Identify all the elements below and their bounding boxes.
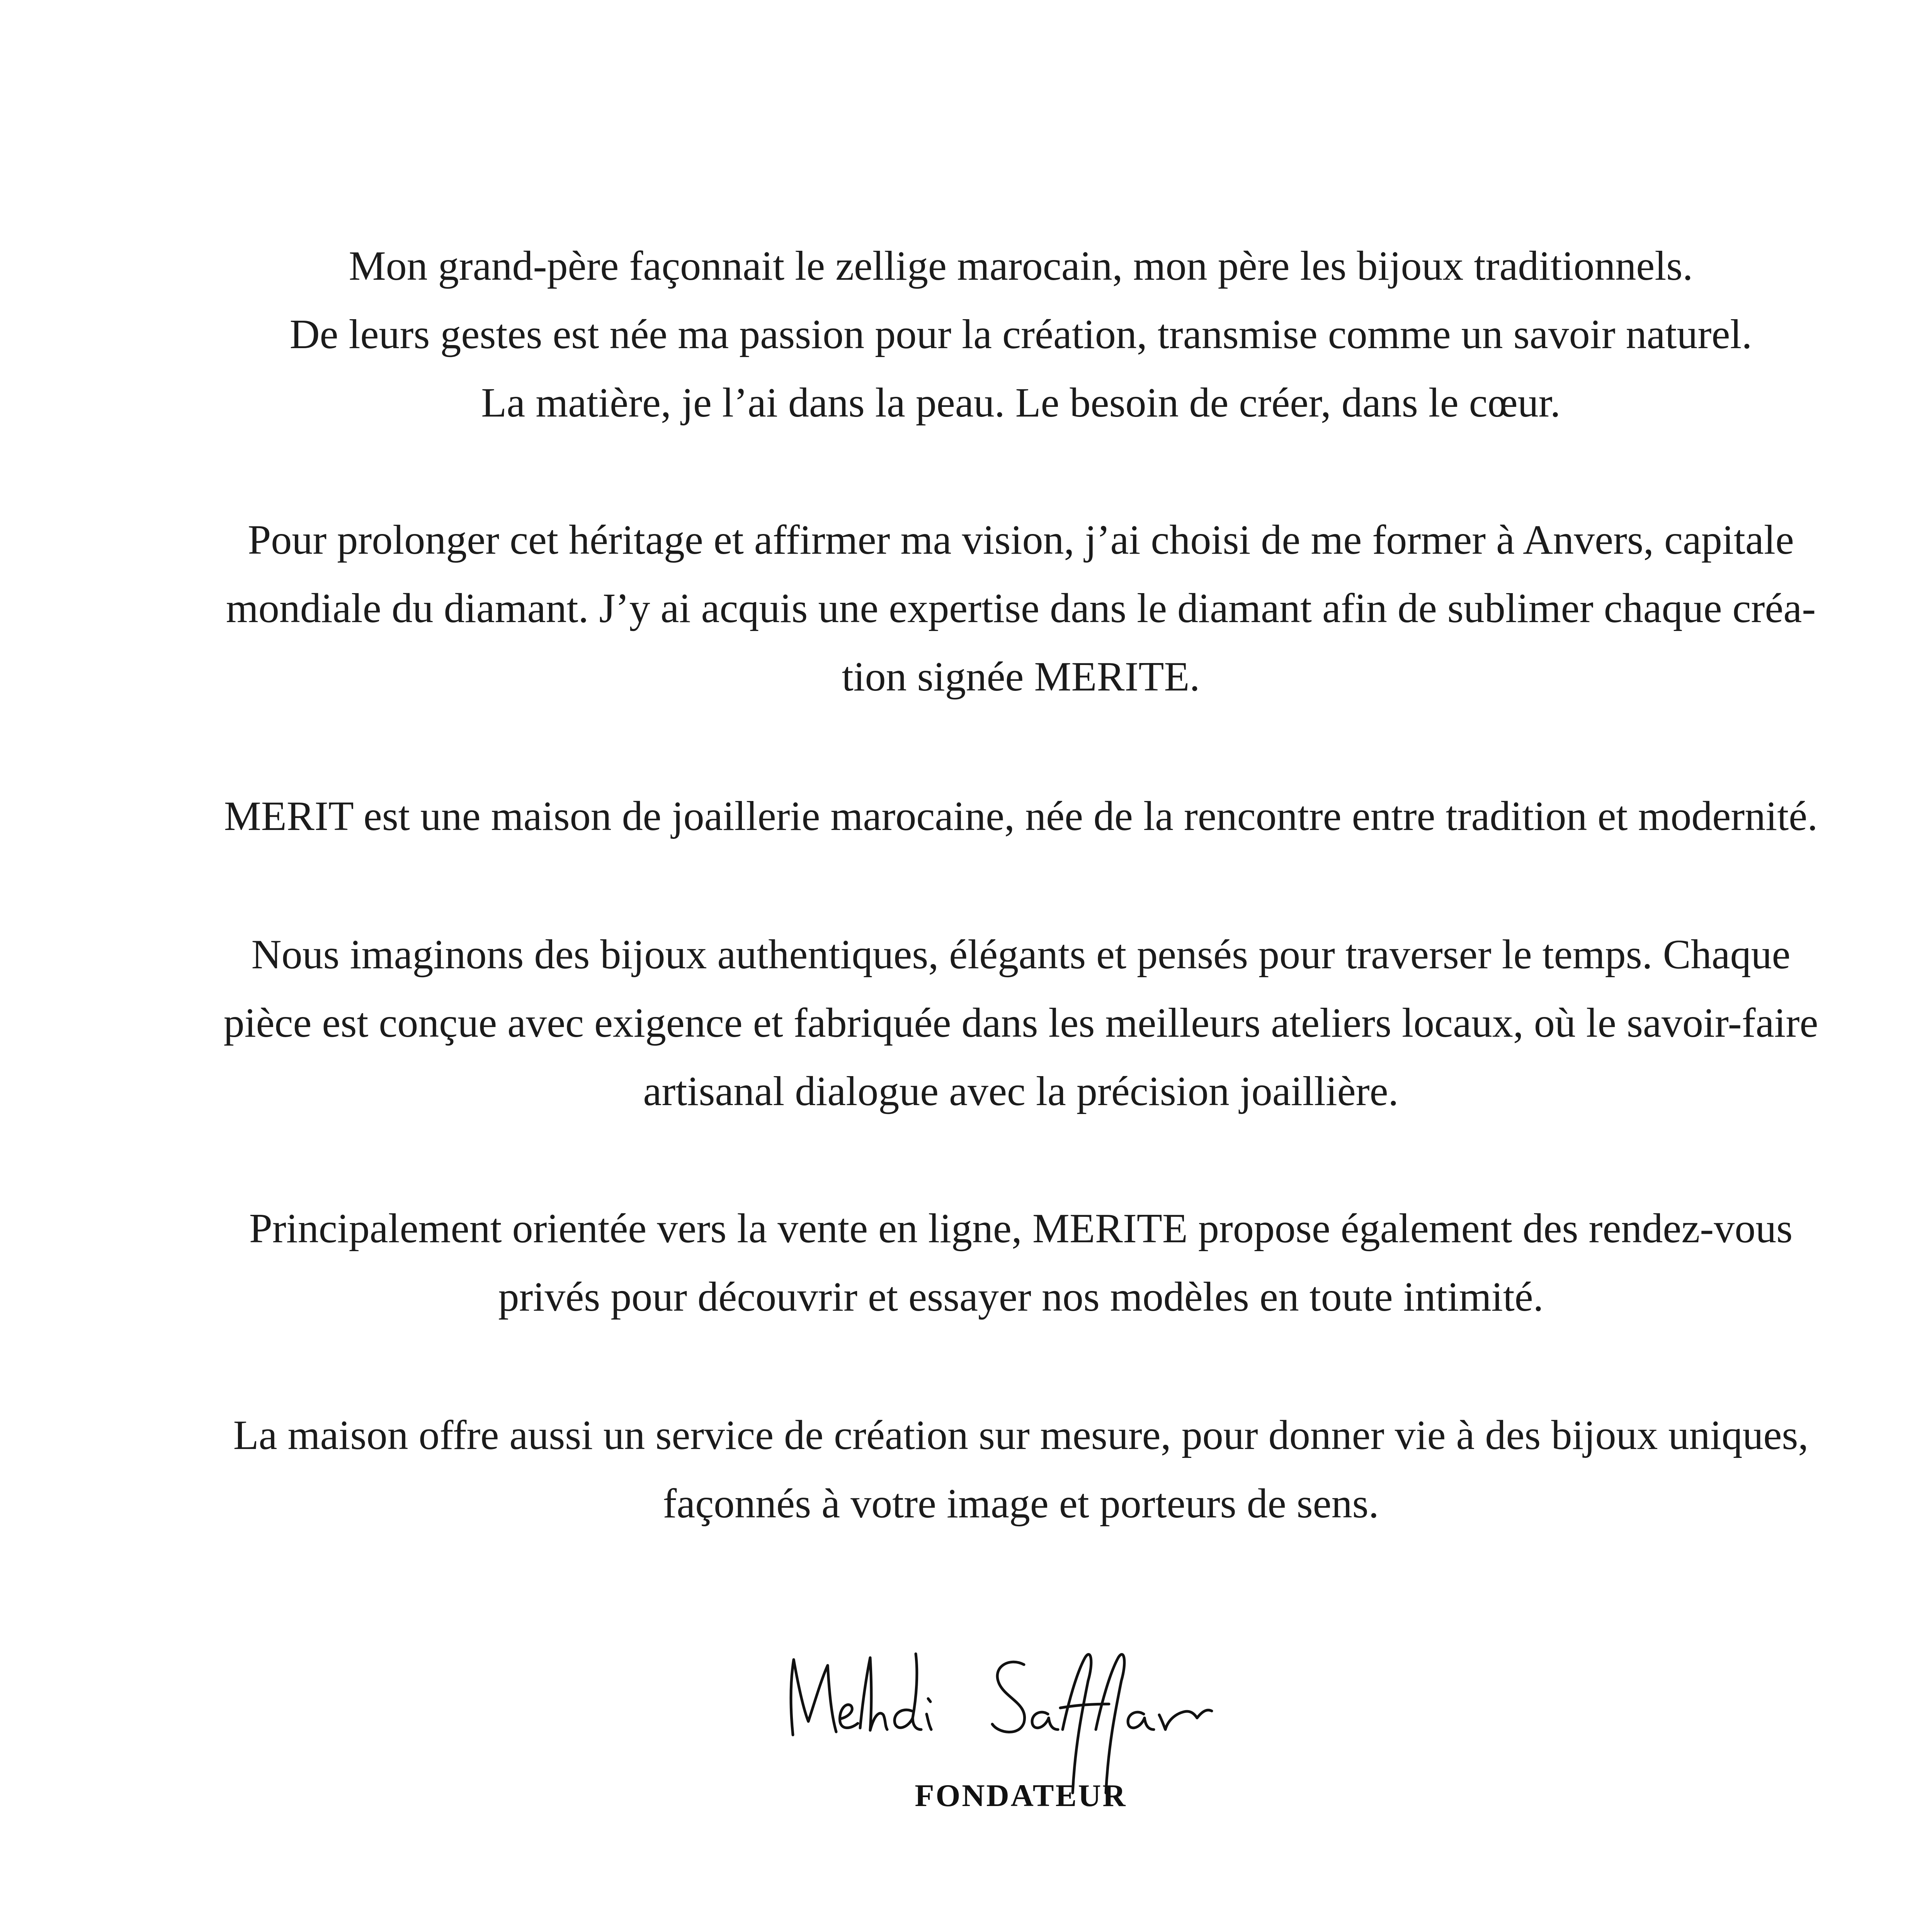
paragraph-online-sales	[116, 1194, 1926, 1331]
text-line: MERIT est une maison de joaillerie marocaine, née de la rencontre entre tradition et modernité.	[224, 793, 1818, 839]
text-line: pièce est conçue avec exigence et fabriquée dans les meilleurs ateliers locaux, où le savoir-faire	[223, 1000, 1818, 1046]
signature-role: FONDATEUR	[915, 1778, 1127, 1813]
text-line: Principalement orientée vers la vente en ligne, MERITE propose également des rendez-vous	[249, 1206, 1793, 1252]
text-line: tion signée MERITE.	[842, 654, 1200, 700]
text-line: De leurs gestes est née ma passion pour la création, transmise comme un savoir naturel.	[289, 311, 1752, 357]
paragraph-heritage	[116, 232, 1926, 437]
text-line: La matière, je l’ai dans la peau. Le besoin de créer, dans le cœur.	[481, 380, 1561, 426]
paragraph-craft	[116, 920, 1926, 1126]
text-line: mondiale du diamant. J’y ai acquis une expertise dans le diamant afin de sublimer chaque créa-	[226, 585, 1816, 631]
paragraph-house	[116, 782, 1926, 850]
text-line: artisanal dialogue avec la précision joaillière.	[643, 1068, 1399, 1114]
paragraph-custom-design	[116, 1401, 1926, 1538]
text-line: Mon grand-père façonnait le zellige marocain, mon père les bijoux traditionnels.	[349, 243, 1693, 289]
text-line: La maison offre aussi un service de création sur mesure, pour donner vie à des bijoux uniques,	[233, 1412, 1809, 1458]
text-line: Pour prolonger cet héritage et affirmer ma vision, j’ai choisi de me former à Anvers, capitale	[248, 517, 1794, 563]
text-line: privés pour découvrir et essayer nos modèles en toute intimité.	[498, 1274, 1544, 1320]
text-line: façonnés à votre image et porteurs de sens.	[663, 1481, 1379, 1527]
text-line: Nous imaginons des bijoux authentiques, élégants et pensés pour traverser le temps. Chaque	[251, 932, 1791, 978]
paragraph-training	[116, 506, 1926, 711]
